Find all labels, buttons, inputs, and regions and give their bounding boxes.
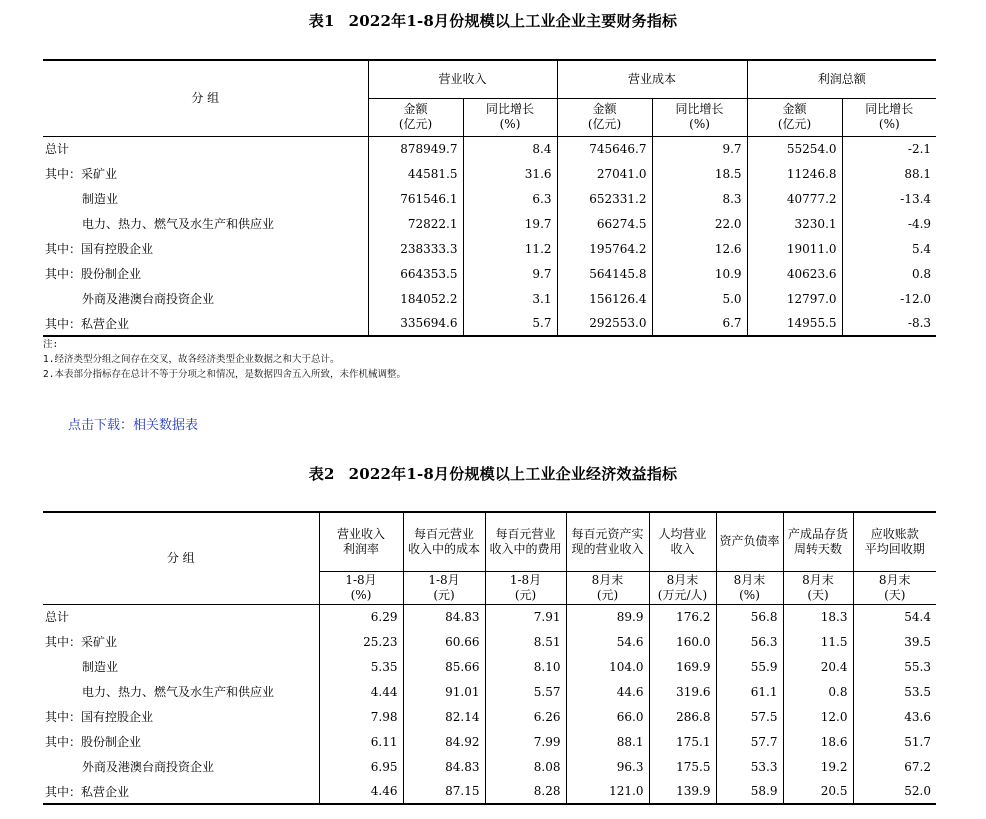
table-row <box>43 704 936 729</box>
cell-value: 10.9 <box>652 261 747 286</box>
cell-value: 319.6 <box>649 679 716 704</box>
table2-header: 每百元营业 收入中的成本 <box>403 512 485 571</box>
row-label: 其中：国有控股企业 <box>43 704 319 729</box>
cell-value: 58.9 <box>716 779 783 804</box>
cell-value: 87.15 <box>403 779 485 804</box>
table2-title <box>0 463 986 484</box>
table2-header: 资产负债率 <box>716 512 783 571</box>
cell-value: 20.5 <box>783 779 853 804</box>
cell-value: 664353.5 <box>368 261 463 286</box>
table2-body <box>43 604 936 804</box>
table1-title-text: 2022年1-8月份规模以上工业企业主要财务指标 <box>348 12 678 30</box>
cell-value: 104.0 <box>566 654 649 679</box>
cell-value: 5.0 <box>652 286 747 311</box>
cell-value: -12.0 <box>900 291 932 306</box>
cell-value: 6.3 <box>463 186 557 211</box>
cell-value: 54.4 <box>904 609 931 624</box>
row-label: 总计 <box>43 604 319 629</box>
table1-subheader: 同比增长 (%) <box>865 102 914 131</box>
row-label: 其中：采矿业 <box>43 629 319 654</box>
download-data-link[interactable]: 相关数据表 <box>133 418 199 433</box>
table-row <box>43 261 936 286</box>
cell-value: 31.6 <box>463 161 557 186</box>
table2-header: 产成品存货 周转天数 <box>783 512 853 571</box>
cell-value: 8.08 <box>485 754 566 779</box>
cell-value: 11246.8 <box>747 161 842 186</box>
table-row <box>43 211 936 236</box>
cell-value: 82.14 <box>403 704 485 729</box>
cell-value: 156126.4 <box>557 286 652 311</box>
cell-value: 14955.5 <box>747 311 842 336</box>
cell-value: 19.7 <box>463 211 557 236</box>
cell-value: 0.8 <box>911 266 932 281</box>
table1-header-cost: 营业成本 <box>557 60 747 98</box>
row-label: 制造业 <box>43 186 368 211</box>
table1-title <box>0 10 986 31</box>
cell-value: 878949.7 <box>368 136 463 161</box>
cell-value: 6.7 <box>652 311 747 336</box>
cell-value: 6.29 <box>319 604 403 629</box>
cell-value: 121.0 <box>566 779 649 804</box>
cell-value: 84.92 <box>403 729 485 754</box>
table-row <box>43 286 936 311</box>
cell-value: 66.0 <box>566 704 649 729</box>
table2-unit: 1-8月 (%) <box>319 571 403 604</box>
table1-header-revenue: 营业收入 <box>368 60 557 98</box>
cell-value: 9.7 <box>652 136 747 161</box>
cell-value: 160.0 <box>649 629 716 654</box>
cell-value: 54.6 <box>566 629 649 654</box>
cell-value: 11.5 <box>783 629 853 654</box>
cell-value: 18.5 <box>652 161 747 186</box>
cell-value: 52.0 <box>904 784 931 798</box>
row-label: 外商及港澳台商投资企业 <box>43 286 368 311</box>
cell-value: 61.1 <box>716 679 783 704</box>
table2-header-row-1 <box>43 512 936 571</box>
cell-value: 55.9 <box>716 654 783 679</box>
cell-value: 745646.7 <box>557 136 652 161</box>
cell-value: 27041.0 <box>557 161 652 186</box>
table1 <box>43 59 936 337</box>
row-label: 外商及港澳台商投资企业 <box>43 754 319 779</box>
table2-unit: 1-8月 (元) <box>485 571 566 604</box>
table1-title-number: 表1 <box>308 12 335 30</box>
cell-value: 8.28 <box>485 779 566 804</box>
cell-value: 22.0 <box>652 211 747 236</box>
cell-value: 89.9 <box>566 604 649 629</box>
table-row <box>43 679 936 704</box>
cell-value: 8.4 <box>463 136 557 161</box>
table1-header-row-1 <box>43 60 936 98</box>
cell-value: 56.8 <box>716 604 783 629</box>
cell-value: 53.3 <box>716 754 783 779</box>
cell-value: 6.95 <box>319 754 403 779</box>
download-prefix: 点击下载： <box>68 418 134 433</box>
table-row <box>43 779 936 804</box>
table-row <box>43 186 936 211</box>
cell-value: 39.5 <box>904 634 931 649</box>
table2-unit: 8月末 (元) <box>566 571 649 604</box>
row-label: 电力、热力、燃气及水生产和供应业 <box>43 679 319 704</box>
table-row <box>43 604 936 629</box>
table2-unit: 8月末 (天) <box>878 572 911 602</box>
cell-value: 25.23 <box>319 629 403 654</box>
table-row <box>43 754 936 779</box>
cell-value: 761546.1 <box>368 186 463 211</box>
table2 <box>43 511 936 805</box>
cell-value: 51.7 <box>904 734 931 749</box>
table-row <box>43 236 936 261</box>
cell-value: 195764.2 <box>557 236 652 261</box>
table-row <box>43 311 936 336</box>
table2-title-number: 表2 <box>308 465 335 483</box>
cell-value: 44.6 <box>566 679 649 704</box>
cell-value: -4.9 <box>907 216 932 231</box>
cell-value: -8.3 <box>907 316 932 330</box>
cell-value: 96.3 <box>566 754 649 779</box>
cell-value: 184052.2 <box>368 286 463 311</box>
table-row <box>43 161 936 186</box>
row-label: 其中：股份制企业 <box>43 261 368 286</box>
table2-unit: 8月末 (万元/人) <box>649 571 716 604</box>
row-label: 电力、热力、燃气及水生产和供应业 <box>43 211 368 236</box>
cell-value: 85.66 <box>403 654 485 679</box>
row-label: 其中：私营企业 <box>43 311 368 336</box>
cell-value: 67.2 <box>904 759 931 774</box>
row-label: 其中：私营企业 <box>43 779 319 804</box>
cell-value: 3230.1 <box>747 211 842 236</box>
cell-value: 6.26 <box>485 704 566 729</box>
cell-value: 72822.1 <box>368 211 463 236</box>
table-row <box>43 136 936 161</box>
table-row <box>43 729 936 754</box>
table-row <box>43 629 936 654</box>
table1-body <box>43 136 936 336</box>
row-label: 其中：股份制企业 <box>43 729 319 754</box>
cell-value: 564145.8 <box>557 261 652 286</box>
cell-value: 139.9 <box>649 779 716 804</box>
cell-value: 18.3 <box>783 604 853 629</box>
cell-value: 176.2 <box>649 604 716 629</box>
download-line <box>68 414 198 433</box>
cell-value: 66274.5 <box>557 211 652 236</box>
table2-header: 每百元资产实 现的营业收入 <box>566 512 649 571</box>
cell-value: 5.4 <box>911 241 932 256</box>
cell-value: 12.0 <box>783 704 853 729</box>
cell-value: 11.2 <box>463 236 557 261</box>
table1-subheader: 金额 (亿元) <box>557 98 652 136</box>
cell-value: 19.2 <box>783 754 853 779</box>
cell-value: 7.91 <box>485 604 566 629</box>
row-label: 其中：采矿业 <box>43 161 368 186</box>
cell-value: 19011.0 <box>747 236 842 261</box>
cell-value: 286.8 <box>649 704 716 729</box>
cell-value: 8.51 <box>485 629 566 654</box>
cell-value: 335694.6 <box>368 311 463 336</box>
cell-value: 20.4 <box>783 654 853 679</box>
cell-value: 3.1 <box>463 286 557 311</box>
table1-group-header: 分 组 <box>43 60 368 136</box>
cell-value: -2.1 <box>907 141 932 156</box>
cell-value: 7.98 <box>319 704 403 729</box>
cell-value: 175.5 <box>649 754 716 779</box>
table2-unit: 8月末 (%) <box>716 571 783 604</box>
table1-header-profit: 利润总额 <box>817 71 866 86</box>
table2-unit: 8月末 (天) <box>783 571 853 604</box>
cell-value: 88.1 <box>904 166 932 181</box>
cell-value: 40623.6 <box>747 261 842 286</box>
table2-header: 营业收入 利润率 <box>319 512 403 571</box>
cell-value: 652331.2 <box>557 186 652 211</box>
cell-value: 0.8 <box>783 679 853 704</box>
cell-value: 84.83 <box>403 604 485 629</box>
row-label: 制造业 <box>43 654 319 679</box>
cell-value: 175.1 <box>649 729 716 754</box>
table1-subheader: 金额 (亿元) <box>747 98 842 136</box>
notes-title: 注: <box>43 339 59 350</box>
table2-group-header: 分 组 <box>43 512 319 604</box>
table2-title-text: 2022年1-8月份规模以上工业企业经济效益指标 <box>348 465 678 483</box>
cell-value: 5.7 <box>463 311 557 336</box>
table1-notes <box>43 337 406 382</box>
note-2: 2.本表部分指标存在总计不等于分项之和情况，是数据四舍五入所致，未作机械调整。 <box>43 369 406 380</box>
table1-subheader: 同比增长 (%) <box>652 98 747 136</box>
cell-value: 292553.0 <box>557 311 652 336</box>
cell-value: 7.99 <box>485 729 566 754</box>
cell-value: 6.11 <box>319 729 403 754</box>
table2-header: 每百元营业 收入中的费用 <box>485 512 566 571</box>
cell-value: 12.6 <box>652 236 747 261</box>
cell-value: 57.5 <box>716 704 783 729</box>
table2-header: 应收账款 平均回收期 <box>864 526 925 556</box>
cell-value: 40777.2 <box>747 186 842 211</box>
cell-value: 4.46 <box>319 779 403 804</box>
cell-value: 5.57 <box>485 679 566 704</box>
cell-value: 8.10 <box>485 654 566 679</box>
note-1: 1.经济类型分组之间存在交叉，故各经济类型企业数据之和大于总计。 <box>43 354 340 365</box>
cell-value: 53.5 <box>904 684 931 699</box>
cell-value: 169.9 <box>649 654 716 679</box>
cell-value: 55.3 <box>904 659 931 674</box>
table2-header: 人均营业 收入 <box>649 512 716 571</box>
table1-subheader: 同比增长 (%) <box>463 98 557 136</box>
cell-value: 56.3 <box>716 629 783 654</box>
cell-value: 91.01 <box>403 679 485 704</box>
table2-unit: 1-8月 (元) <box>403 571 485 604</box>
cell-value: 84.83 <box>403 754 485 779</box>
cell-value: 4.44 <box>319 679 403 704</box>
row-label: 总计 <box>43 136 368 161</box>
cell-value: -13.4 <box>900 191 932 206</box>
row-label: 其中：国有控股企业 <box>43 236 368 261</box>
cell-value: 55254.0 <box>747 136 842 161</box>
table-row <box>43 654 936 679</box>
cell-value: 9.7 <box>463 261 557 286</box>
cell-value: 44581.5 <box>368 161 463 186</box>
cell-value: 57.7 <box>716 729 783 754</box>
cell-value: 12797.0 <box>747 286 842 311</box>
cell-value: 238333.3 <box>368 236 463 261</box>
cell-value: 88.1 <box>566 729 649 754</box>
table1-subheader: 金额 (亿元) <box>368 98 463 136</box>
cell-value: 18.6 <box>783 729 853 754</box>
cell-value: 5.35 <box>319 654 403 679</box>
cell-value: 8.3 <box>652 186 747 211</box>
cell-value: 60.66 <box>403 629 485 654</box>
cell-value: 43.6 <box>904 709 931 724</box>
